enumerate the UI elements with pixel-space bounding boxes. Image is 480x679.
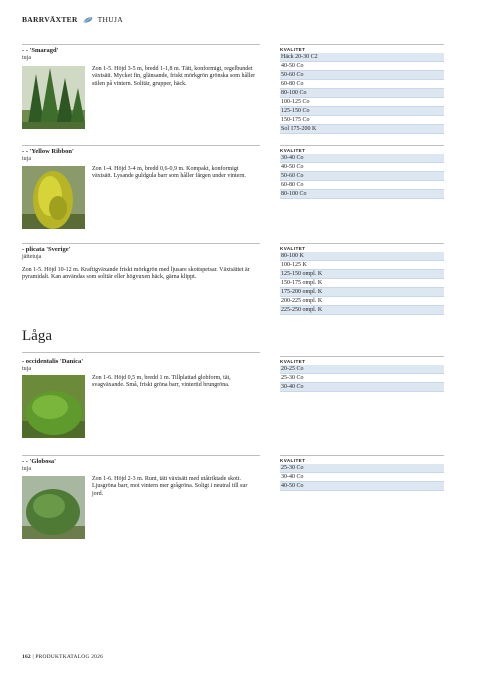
plant-entry-sverige [22, 243, 260, 281]
plant-name: - - 'Globosa' [22, 458, 56, 465]
quality-table-sverige [280, 243, 444, 315]
leaf-icon [83, 17, 93, 23]
quality-row: Häck 20-30 C2 [280, 53, 444, 62]
plant-entry-globosa [22, 455, 260, 497]
quality-row: 40-50 Co [280, 62, 444, 71]
quality-row: 30-40 Co [280, 154, 444, 163]
page-header [22, 15, 123, 24]
quality-row: 125-150 Co [280, 107, 444, 116]
plant-photo-yellow-ribbon [22, 166, 85, 229]
plant-description: Zon 1-5. Höjd 3-5 m, bredd 1-1,8 m. Tätt, konformigt, regelbundet växtsätt. Mycket fin, glänsande, friskt mörkgrön grönska som håller stilen på vintern. Solitär, grupper, häck. [92, 66, 256, 87]
quality-row: 30-40 Co [280, 383, 444, 392]
quality-table-smaragd [280, 44, 444, 134]
plant-entry-yellow-ribbon [22, 145, 260, 180]
plant-common-name: tuja [22, 366, 31, 372]
quality-row: 50-60 Co [280, 71, 444, 80]
quality-row: 30-40 Co [280, 473, 444, 482]
quality-header: KVALITET [280, 47, 306, 52]
quality-header: KVALITET [280, 458, 306, 463]
plant-name: - - 'Yellow Ribbon' [22, 148, 74, 155]
plant-photo-globosa [22, 476, 85, 539]
section-divider [22, 352, 260, 353]
quality-row: Sol 175-200 K [280, 125, 444, 134]
entry-divider [22, 243, 260, 244]
quality-row: 40-50 Co [280, 482, 444, 491]
quality-row: 25-30 Co [280, 374, 444, 383]
quality-row: 200-225 ompl. K [280, 297, 444, 306]
quality-table-yellow-ribbon [280, 145, 444, 199]
plant-entry-danica [22, 356, 260, 389]
plant-common-name: tuja [22, 156, 31, 162]
plant-description: Zon 1-4. Höjd 3-4 m, bredd 0,6-0,9 m. Kompakt, konformigt växtsätt. Lysande guldgula barr som håller färgen under vintern. [92, 166, 246, 180]
plant-description: Zon 1-6. Höjd 2-3 m. Runt, tätt växtsätt med utåtriktade skott. Ljusgröna barr, mot vintern mer grågröna. Soligt i neutral till sur jord. [92, 476, 248, 497]
quality-header: KVALITET [280, 359, 306, 364]
plant-entry-smaragd [22, 44, 260, 87]
plant-photo-danica [22, 375, 85, 438]
quality-row: 60-80 Co [280, 181, 444, 190]
entry-divider [22, 455, 260, 456]
quality-header: KVALITET [280, 148, 306, 153]
page-footer [22, 654, 103, 660]
quality-row: 40-50 Co [280, 163, 444, 172]
quality-row: 150-175 Co [280, 116, 444, 125]
entry-divider [22, 44, 260, 45]
quality-row: 125-150 ompl. K [280, 270, 444, 279]
section-title: Låga [22, 328, 52, 344]
quality-row: 100-125 Co [280, 98, 444, 107]
plant-name: - plicata 'Sverige' [22, 246, 71, 253]
plant-common-name: tuja [22, 466, 31, 472]
quality-row: 175-200 ompl. K [280, 288, 444, 297]
catalog-name: PRODUKTKATALOG 2026 [35, 654, 104, 660]
quality-table-globosa [280, 455, 444, 491]
plant-name: - - 'Smaragd' [22, 47, 59, 54]
plant-common-name: tuja [22, 55, 31, 61]
genus-title: THUJA [97, 15, 123, 24]
quality-row: 150-175 ompl. K [280, 279, 444, 288]
page-number: 162 [22, 654, 31, 660]
quality-row: 80-100 Co [280, 190, 444, 199]
quality-row: 80-100 Co [280, 89, 444, 98]
plant-name: - occidentalis 'Danica' [22, 358, 84, 365]
plant-common-name: jättetuja [22, 254, 42, 260]
quality-row: 60-80 Co [280, 80, 444, 89]
plant-description: Zon 1-6. Höjd 0,5 m, bredd 1 m. Tillplattad globform, tät, svagväxande. Små, friskt gröna barr, vintertid brungröna. [92, 375, 231, 389]
quality-table-danica [280, 356, 444, 392]
quality-row: 25-30 Co [280, 464, 444, 473]
entry-divider [22, 145, 260, 146]
category-title: BARRVÄXTER [22, 15, 78, 24]
quality-row: 225-250 ompl. K [280, 306, 444, 315]
quality-header: KVALITET [280, 246, 306, 251]
quality-row: 100-125 K [280, 261, 444, 270]
quality-row: 20-25 Co [280, 365, 444, 374]
quality-row: 80-100 K [280, 252, 444, 261]
plant-description: Zon 1-5. Höjd 10-12 m. Kraftigväxande friskt mörkgrön med ljusare skottspetsar. Växtsättet är pyramidalt. Kan användas som solitär eller högvuxen häck, gärna klippt. [22, 267, 250, 281]
plant-photo-smaragd [22, 66, 85, 129]
footer-separator: | [32, 654, 34, 660]
quality-row: 50-60 Co [280, 172, 444, 181]
